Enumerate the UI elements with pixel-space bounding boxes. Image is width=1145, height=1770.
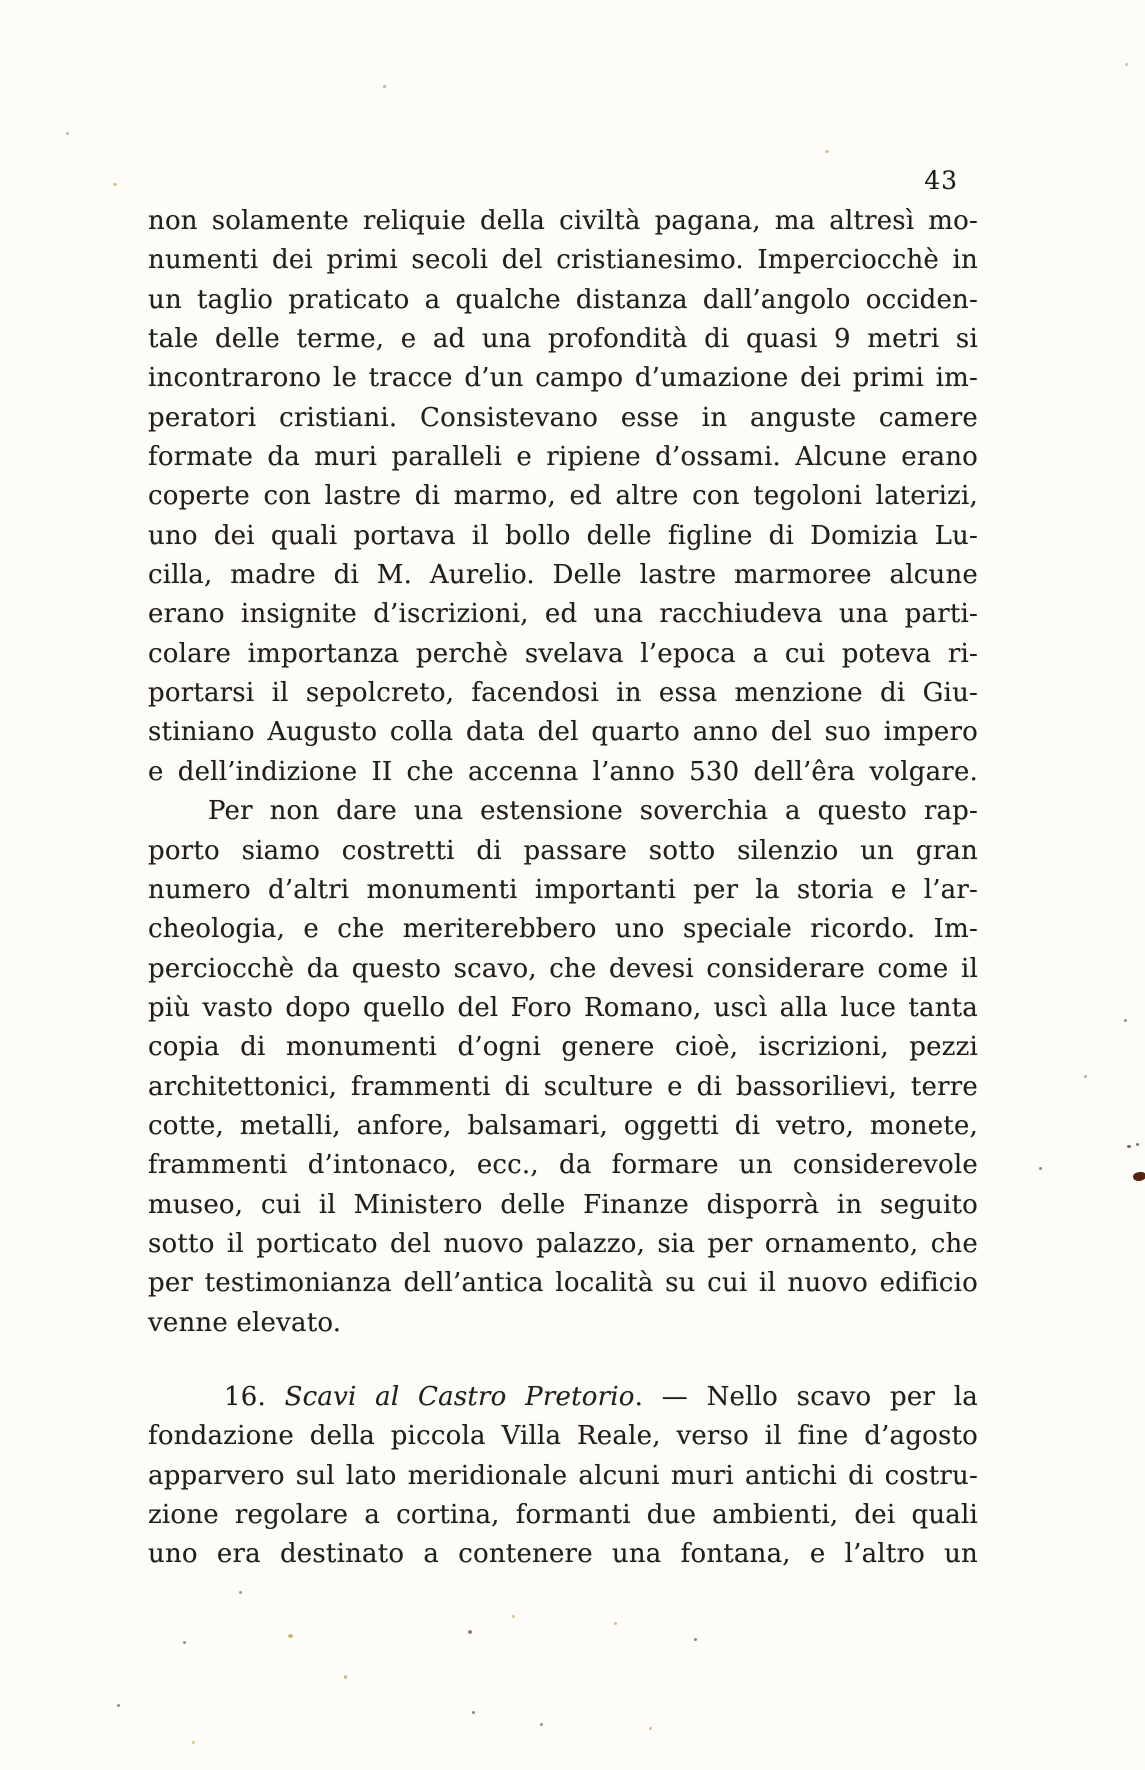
text-line: tale delle terme, e ad una profondità di quasi 9 metri si bbox=[148, 324, 978, 355]
scan-speckle bbox=[183, 1641, 186, 1644]
text-line: erano insignite d’iscrizioni, ed una racchiudeva una parti- bbox=[148, 599, 978, 630]
section-scavi-castro-pretorio bbox=[148, 1378, 978, 1575]
text-segment: . — Nello scavo per la bbox=[634, 1381, 978, 1412]
text-line: Per non dare una estensione soverchia a questo rap- bbox=[208, 796, 978, 827]
scan-speckle bbox=[344, 1675, 347, 1679]
page-number: 43 bbox=[924, 166, 958, 195]
scan-speckle bbox=[649, 1727, 652, 1730]
scan-speckle bbox=[614, 1622, 617, 1625]
text-line: fondazione della piccola Villa Reale, verso il fine d’agosto bbox=[148, 1421, 978, 1452]
ink-blot-artifact bbox=[1133, 1172, 1145, 1181]
scan-speckle bbox=[117, 1704, 120, 1707]
text-line: perciocchè da questo scavo, che devesi considerare come il bbox=[148, 953, 978, 984]
paragraph-rapporto-museo bbox=[148, 792, 978, 1343]
text-line: frammenti d’intonaco, ecc., da formare un considerevole bbox=[148, 1150, 978, 1181]
text-segment: 16. bbox=[224, 1381, 285, 1412]
scan-speckle bbox=[1084, 1075, 1087, 1078]
scan-speckle bbox=[1127, 1145, 1131, 1148]
scan-speckle bbox=[288, 1634, 293, 1638]
text-line: apparvero sul lato meridionale alcuni muri antichi di costru- bbox=[148, 1460, 978, 1491]
text-line: incontrarono le tracce d’un campo d’umazione dei primi im- bbox=[148, 363, 978, 394]
text-line: per testimonianza dell’antica località su cui il nuovo edificio bbox=[148, 1268, 978, 1299]
scan-speckle bbox=[383, 85, 386, 88]
text-line: cheologia, e che meriterebbero uno speciale ricordo. Im- bbox=[148, 914, 978, 945]
text-line: cotte, metalli, anfore, balsamari, oggetti di vetro, monete, bbox=[148, 1110, 978, 1141]
text-line: coperte con lastre di marmo, ed altre con tegoloni laterizi, bbox=[148, 481, 978, 512]
text-line: stiniano Augusto colla data del quarto anno del suo impero bbox=[148, 717, 978, 748]
text-line: numenti dei primi secoli del cristianesimo. Imperciocchè in bbox=[148, 245, 978, 276]
scan-speckle bbox=[468, 1630, 472, 1634]
text-line: museo, cui il Ministero delle Finanze disporrà in seguito bbox=[148, 1189, 978, 1220]
text-line: uno era destinato a contenere una fontana, e l’altro un bbox=[148, 1539, 978, 1570]
text-line: formate da muri paralleli e ripiene d’ossami. Alcune erano bbox=[148, 442, 978, 473]
scan-speckle bbox=[192, 1741, 195, 1744]
scan-speckle bbox=[66, 132, 69, 135]
scan-speckle bbox=[825, 150, 829, 153]
scan-speckle bbox=[1039, 1167, 1042, 1170]
text-line: colare importanza perchè svelava l’epoca a cui poteva ri- bbox=[148, 638, 978, 669]
scan-speckle bbox=[1125, 63, 1128, 66]
scan-speckle bbox=[1136, 1143, 1139, 1146]
text-line: numero d’altri monumenti importanti per la storia e l’ar- bbox=[148, 874, 978, 905]
text-line: peratori cristiani. Consistevano esse in anguste camere bbox=[148, 402, 978, 433]
scan-speckle bbox=[540, 1723, 543, 1726]
text-line: porto siamo costretti di passare sotto silenzio un gran bbox=[148, 835, 978, 866]
scan-speckle bbox=[694, 1638, 697, 1641]
text-line bbox=[148, 1378, 978, 1417]
text-line: architettonici, frammenti di sculture e di bassorilievi, terre bbox=[148, 1071, 978, 1102]
text-line: zione regolare a cortina, formanti due ambienti, dei quali bbox=[148, 1500, 978, 1530]
paragraph-reliquie-cristiane bbox=[148, 202, 978, 792]
scan-speckle bbox=[239, 1591, 242, 1594]
text-line: un taglio praticato a qualche distanza dall’angolo occiden- bbox=[148, 284, 978, 315]
text-line: non solamente reliquie della civiltà pagana, ma altresì mo- bbox=[148, 206, 978, 236]
text-line: sotto il porticato del nuovo palazzo, sia per ornamento, che bbox=[148, 1228, 978, 1259]
text-line: portarsi il sepolcreto, facendosi in essa menzione di Giu- bbox=[148, 678, 978, 709]
section-title-italic: Scavi al Castro Pretorio bbox=[284, 1381, 635, 1412]
scan-speckle bbox=[472, 1711, 475, 1714]
text-line: cilla, madre di M. Aurelio. Delle lastre marmoree alcune bbox=[148, 560, 978, 591]
text-line: copia di monumenti d’ogni genere cioè, iscrizioni, pezzi bbox=[148, 1032, 978, 1063]
text-line: più vasto dopo quello del Foro Romano, uscì alla luce tanta bbox=[148, 992, 978, 1023]
text-line: venne elevato. bbox=[148, 1307, 342, 1338]
text-block bbox=[148, 202, 978, 1575]
scan-speckle bbox=[512, 1615, 515, 1618]
text-line: e dell’indizione II che accenna l’anno 530 dell’êra volgare. bbox=[148, 756, 978, 787]
text-line: uno dei quali portava il bollo delle figline di Domizia Lu- bbox=[148, 520, 978, 551]
scan-speckle bbox=[1124, 1019, 1127, 1022]
